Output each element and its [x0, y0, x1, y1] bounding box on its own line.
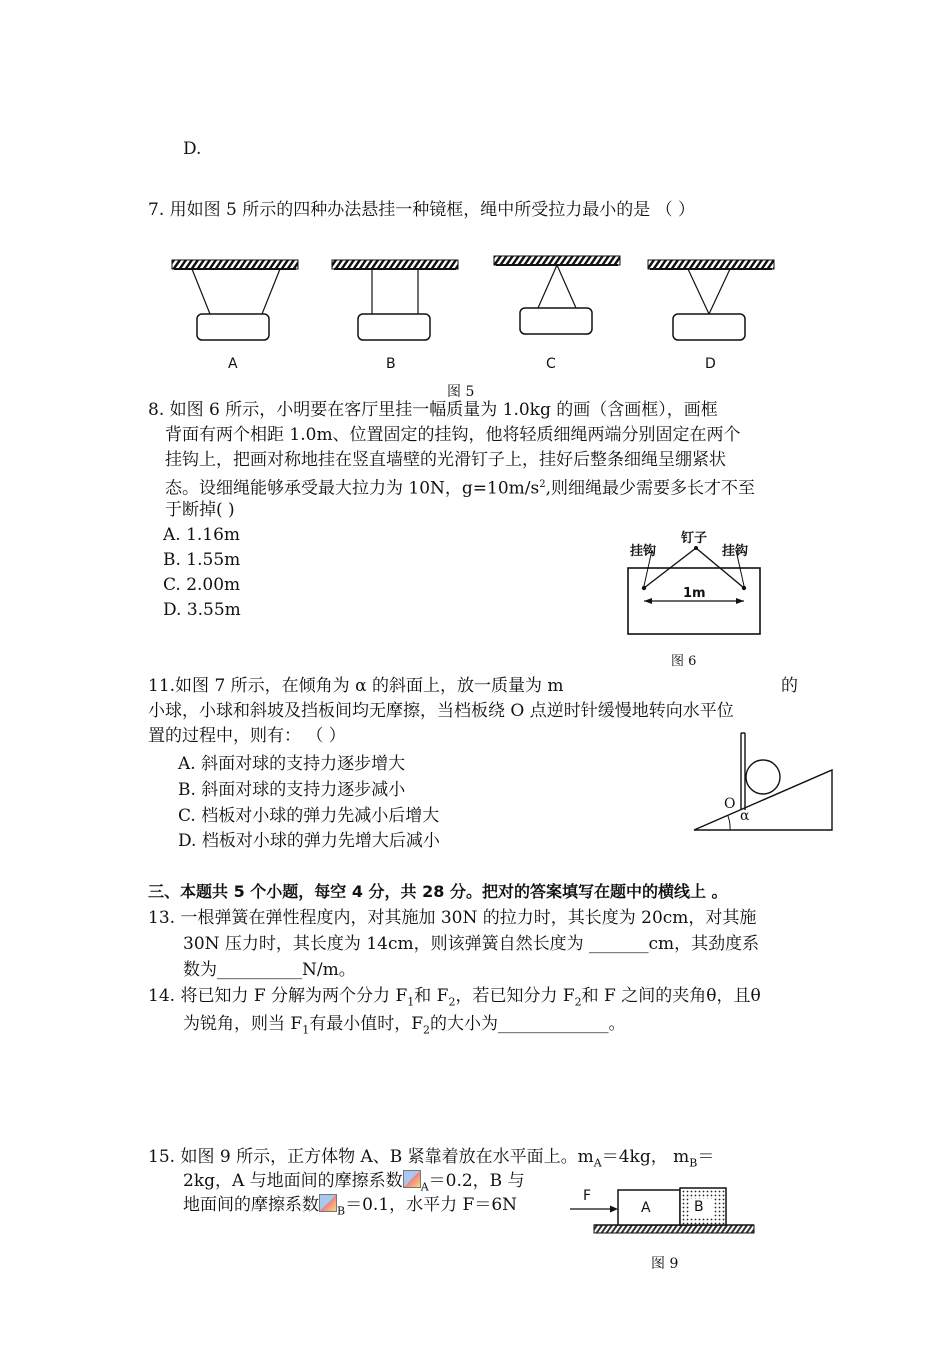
q8-line-3: 挂钩上，把画对称地挂在竖直墙壁的光滑钉子上，挂好后整条细绳呈绷紧状 — [165, 450, 726, 470]
q6-option-d: D. — [183, 139, 202, 159]
fig5-label-d: D — [705, 356, 716, 372]
q8-option-a: A. 1.16m — [163, 525, 241, 545]
q13-line-2: 30N 压力时，其长度为 14cm，则该弹簧自然长度为 _______cm，其劲度系 — [183, 934, 760, 954]
fig5-hanging-d — [648, 260, 774, 340]
q8-line-5: 于断掉( ) — [165, 500, 235, 520]
fig6-hook-right-label: 挂钩 — [722, 544, 749, 559]
fig5-caption: 图 5 — [447, 384, 475, 400]
fig6-hook-left-label: 挂钩 — [630, 544, 657, 559]
q8-option-c: C. 2.00m — [163, 575, 241, 595]
q8-line-4: 态。设细绳能够承受最大拉力为 10N，$g=10m/s^2$,则细绳最少需要多长才不至 — [165, 478, 756, 499]
q7-question: 7. 用如图 5 所示的四种办法悬挂一种镜框，绳中所受拉力最小的是 （ ） — [148, 200, 696, 220]
q11-option-b: B. 斜面对球的支持力逐步减小 — [178, 780, 406, 800]
fig5-hanging-c — [494, 256, 620, 334]
q15-line-1: 15. 如图 9 所示，正方体物 A、B 紧靠着放在水平面上。$m_A=4kg$， $m_B=$ — [148, 1147, 715, 1170]
fig9-force-label: F — [583, 1188, 592, 1204]
q14-line-2: 为锐角，则当 $F_1$有最小值时，$F_2$的大小为_____________。 — [183, 1014, 626, 1037]
q8-line-2: 背面有两个相距 1.0m、位置固定的挂钩，他将轻质细绳两端分别固定在两个 — [165, 425, 741, 445]
fig9-block-b-label: B — [694, 1199, 704, 1215]
q11-line-3: 置的过程中，则有： （ ） — [148, 726, 346, 746]
q15-line-2: 2kg，A 与地面间的摩擦系数 $_A$＝0.2，B 与 — [183, 1171, 525, 1194]
q11-option-d: D. 档板对小球的弹力先增大后减小 — [178, 831, 440, 851]
section-3-heading: 三、本题共 5 个小题，每空 4 分，共 28 分。把对的答案填写在题中的横线上 。 — [148, 882, 728, 901]
q15-line-3: 地面间的摩擦系数 $_B$＝0.1，水平力 F＝6N — [183, 1195, 518, 1218]
q13-line-3: 数为__________N/m。 — [183, 960, 356, 980]
fig6-nail-label: 钉子 — [681, 531, 708, 546]
fig5-label-b: B — [386, 356, 396, 372]
broken-image-icon — [319, 1194, 337, 1212]
fig5-hanging-b — [332, 260, 458, 340]
fig5-label-a: A — [228, 356, 238, 372]
fig6-distance-label: 1m — [683, 586, 706, 601]
fig5-label-c: C — [546, 356, 556, 372]
fig9-block-a-label: A — [641, 1200, 651, 1216]
q13-line-1: 13. 一根弹簧在弹性程度内，对其施加 30N 的拉力时，其长度为 20cm，对其施 — [148, 908, 757, 928]
q8-option-d: D. 3.55m — [163, 600, 241, 620]
q8-option-b: B. 1.55m — [163, 550, 241, 570]
fig7-angle-label: α — [740, 808, 750, 824]
figure-5 — [160, 252, 790, 352]
q14-line-1: 14. 将已知力 F 分解为两个分力 $F_1$和 $F_2$，若已知分力 $F_2$和 F 之间的夹角θ，且θ — [148, 986, 761, 1009]
fig7-pivot-label: O — [724, 796, 736, 812]
q11-line-2: 小球，小球和斜坡及挡板间均无摩擦，当档板绕 O 点逆时针缓慢地转向水平位 — [148, 701, 734, 721]
fig5-hanging-a — [172, 260, 298, 340]
q11-line-1: 11.如图 7 所示，在倾角为 α 的斜面上，放一质量为 m — [148, 676, 564, 696]
fig6-caption: 图 6 — [671, 654, 697, 669]
q8-line-1: 8. 如图 6 所示，小明要在客厅里挂一幅质量为 1.0kg 的画（含画框），画框 — [148, 400, 718, 420]
figure-9 — [566, 1182, 758, 1236]
fig9-caption: 图 9 — [651, 1256, 679, 1272]
q11-option-a: A. 斜面对球的支持力逐步增大 — [178, 754, 406, 774]
q11-option-c: C. 档板对小球的弹力先减小后增大 — [178, 806, 440, 826]
figure-7 — [690, 730, 836, 832]
broken-image-icon — [403, 1170, 421, 1188]
q11-line-1-end: 的 — [781, 676, 798, 696]
